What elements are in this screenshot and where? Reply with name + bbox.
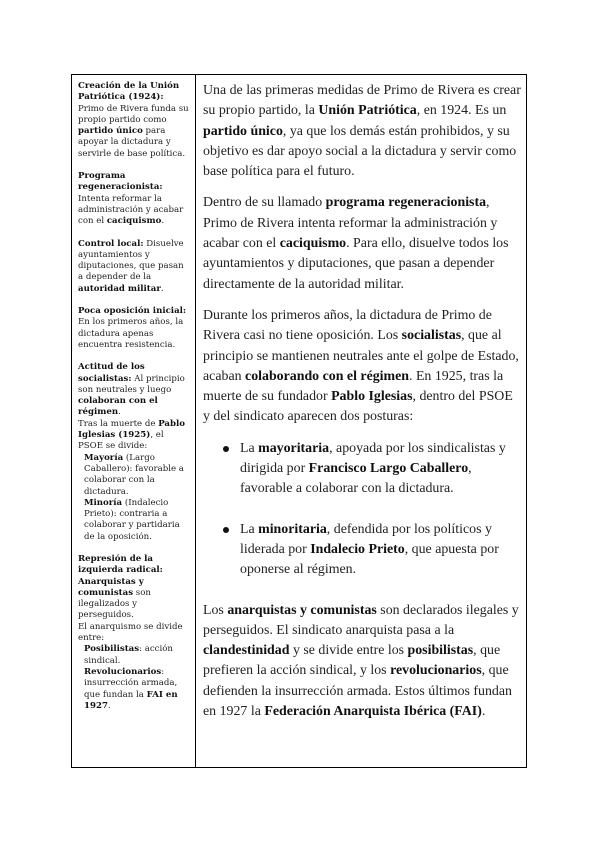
column-divider <box>195 75 196 767</box>
keywords-column <box>78 81 190 712</box>
note-minoria: Minoría (Indalecio Prieto): contraria a colaborar y partidaria de la oposición. <box>84 497 180 542</box>
paragraph-anarquistas: Los anarquistas y comunistas son declarados ilegales y perseguidos. El sindicato anarquista pasa a la clandestinidad y se divide entre los posibilistas, que prefieren la acción sindical, y los revolucionarios, que defienden la insurrección armada. Estos últimos fundan en 1927 la Federación Anarquista Ibérica (FAI). <box>203 602 519 720</box>
note-programa: Programa regeneracionista: Intenta reformar la administración y acabar con el caciquismo. <box>78 171 184 227</box>
note-revolucionarios: Revolucionarios: insurrección armada, que fundan la FAI en 1927. <box>84 666 178 711</box>
note-oposicion: Poca oposición inicial: En los primeros años, la dictadura apenas encuentra resistencia. <box>78 306 187 350</box>
note-mayoria: Mayoría (Largo Caballero): favorable a colaborar con la dictadura. <box>84 452 184 497</box>
list-item-mayoritaria: La mayoritaria, apoyada por los sindicalistas y dirigida por Francisco Largo Caballero, favorable a colaborar con la dictadura. <box>203 439 523 500</box>
cornell-notes-table <box>71 74 527 768</box>
paragraph-socialistas: Durante los primeros años, la dictadura de Primo de Rivera casi no tiene oposición. Los socialistas, que al principio se mantienen neutrales ante el golpe de Estado, acaban colaborando con el régimen. En 1925, tras la muerte de su fundador Pablo Iglesias, dentro del PSOE y del sindicato aparecen dos posturas: <box>203 307 519 425</box>
bullet-icon <box>223 527 229 533</box>
note-socialistas: Actitud de los socialistas: Al principio son neutrales y luego colaboran con el régimen. Tras la muerte de Pablo Iglesias (1925), el PSOE se divide: Mayoría (Largo Caballero): favorable a colaborar con la dictadura. Minoría (Indalecio Prieto): contraria a colaborar y partidaria de la oposición. <box>78 362 190 543</box>
note-posibilistas: Posibilistas: acción sindical. <box>84 644 173 666</box>
note-control-local: Control local: Disuelve ayuntamientos y diputaciones, que pasan a depender de la autoridad militar. <box>78 238 184 294</box>
list-item-minoritaria: La minoritaria, defendida por los políticos y liderada por Indalecio Prieto, que apuesta por oponerse al régimen. <box>203 520 523 581</box>
bullet-icon <box>223 446 229 452</box>
paragraph-programa: Dentro de su llamado programa regeneracionista, Primo de Rivera intenta reformar la administración y acabar con el caciquismo. Para ello, disuelve todos los ayuntamientos y diputaciones, que pasan a depender directamente de la autoridad militar. <box>203 195 509 292</box>
notes-column <box>203 81 523 733</box>
postures-list <box>203 439 523 581</box>
note-represion: Represión de la izquierda radical: Anarquistas y comunistas son ilegalizados y perseguidos. El anarquismo se divide entre: Posibilistas: acción sindical. Revolucionarios: insurrección armada, que fundan la FAI en 1927. <box>78 554 190 712</box>
note-union-patriotica: Creación de la Unión Patriótica (1924): Primo de Rivera funda su propio partido como partido único para apoyar la dictadura y servirle de base política. <box>78 81 189 159</box>
paragraph-union-patriotica: Una de las primeras medidas de Primo de Rivera es crear su propio partido, la Unión Patriótica, en 1924. Es un partido único, ya que los demás están prohibidos, y su objetivo es dar apoyo social a la dictadura y servir como base política para el futuro. <box>203 83 521 180</box>
